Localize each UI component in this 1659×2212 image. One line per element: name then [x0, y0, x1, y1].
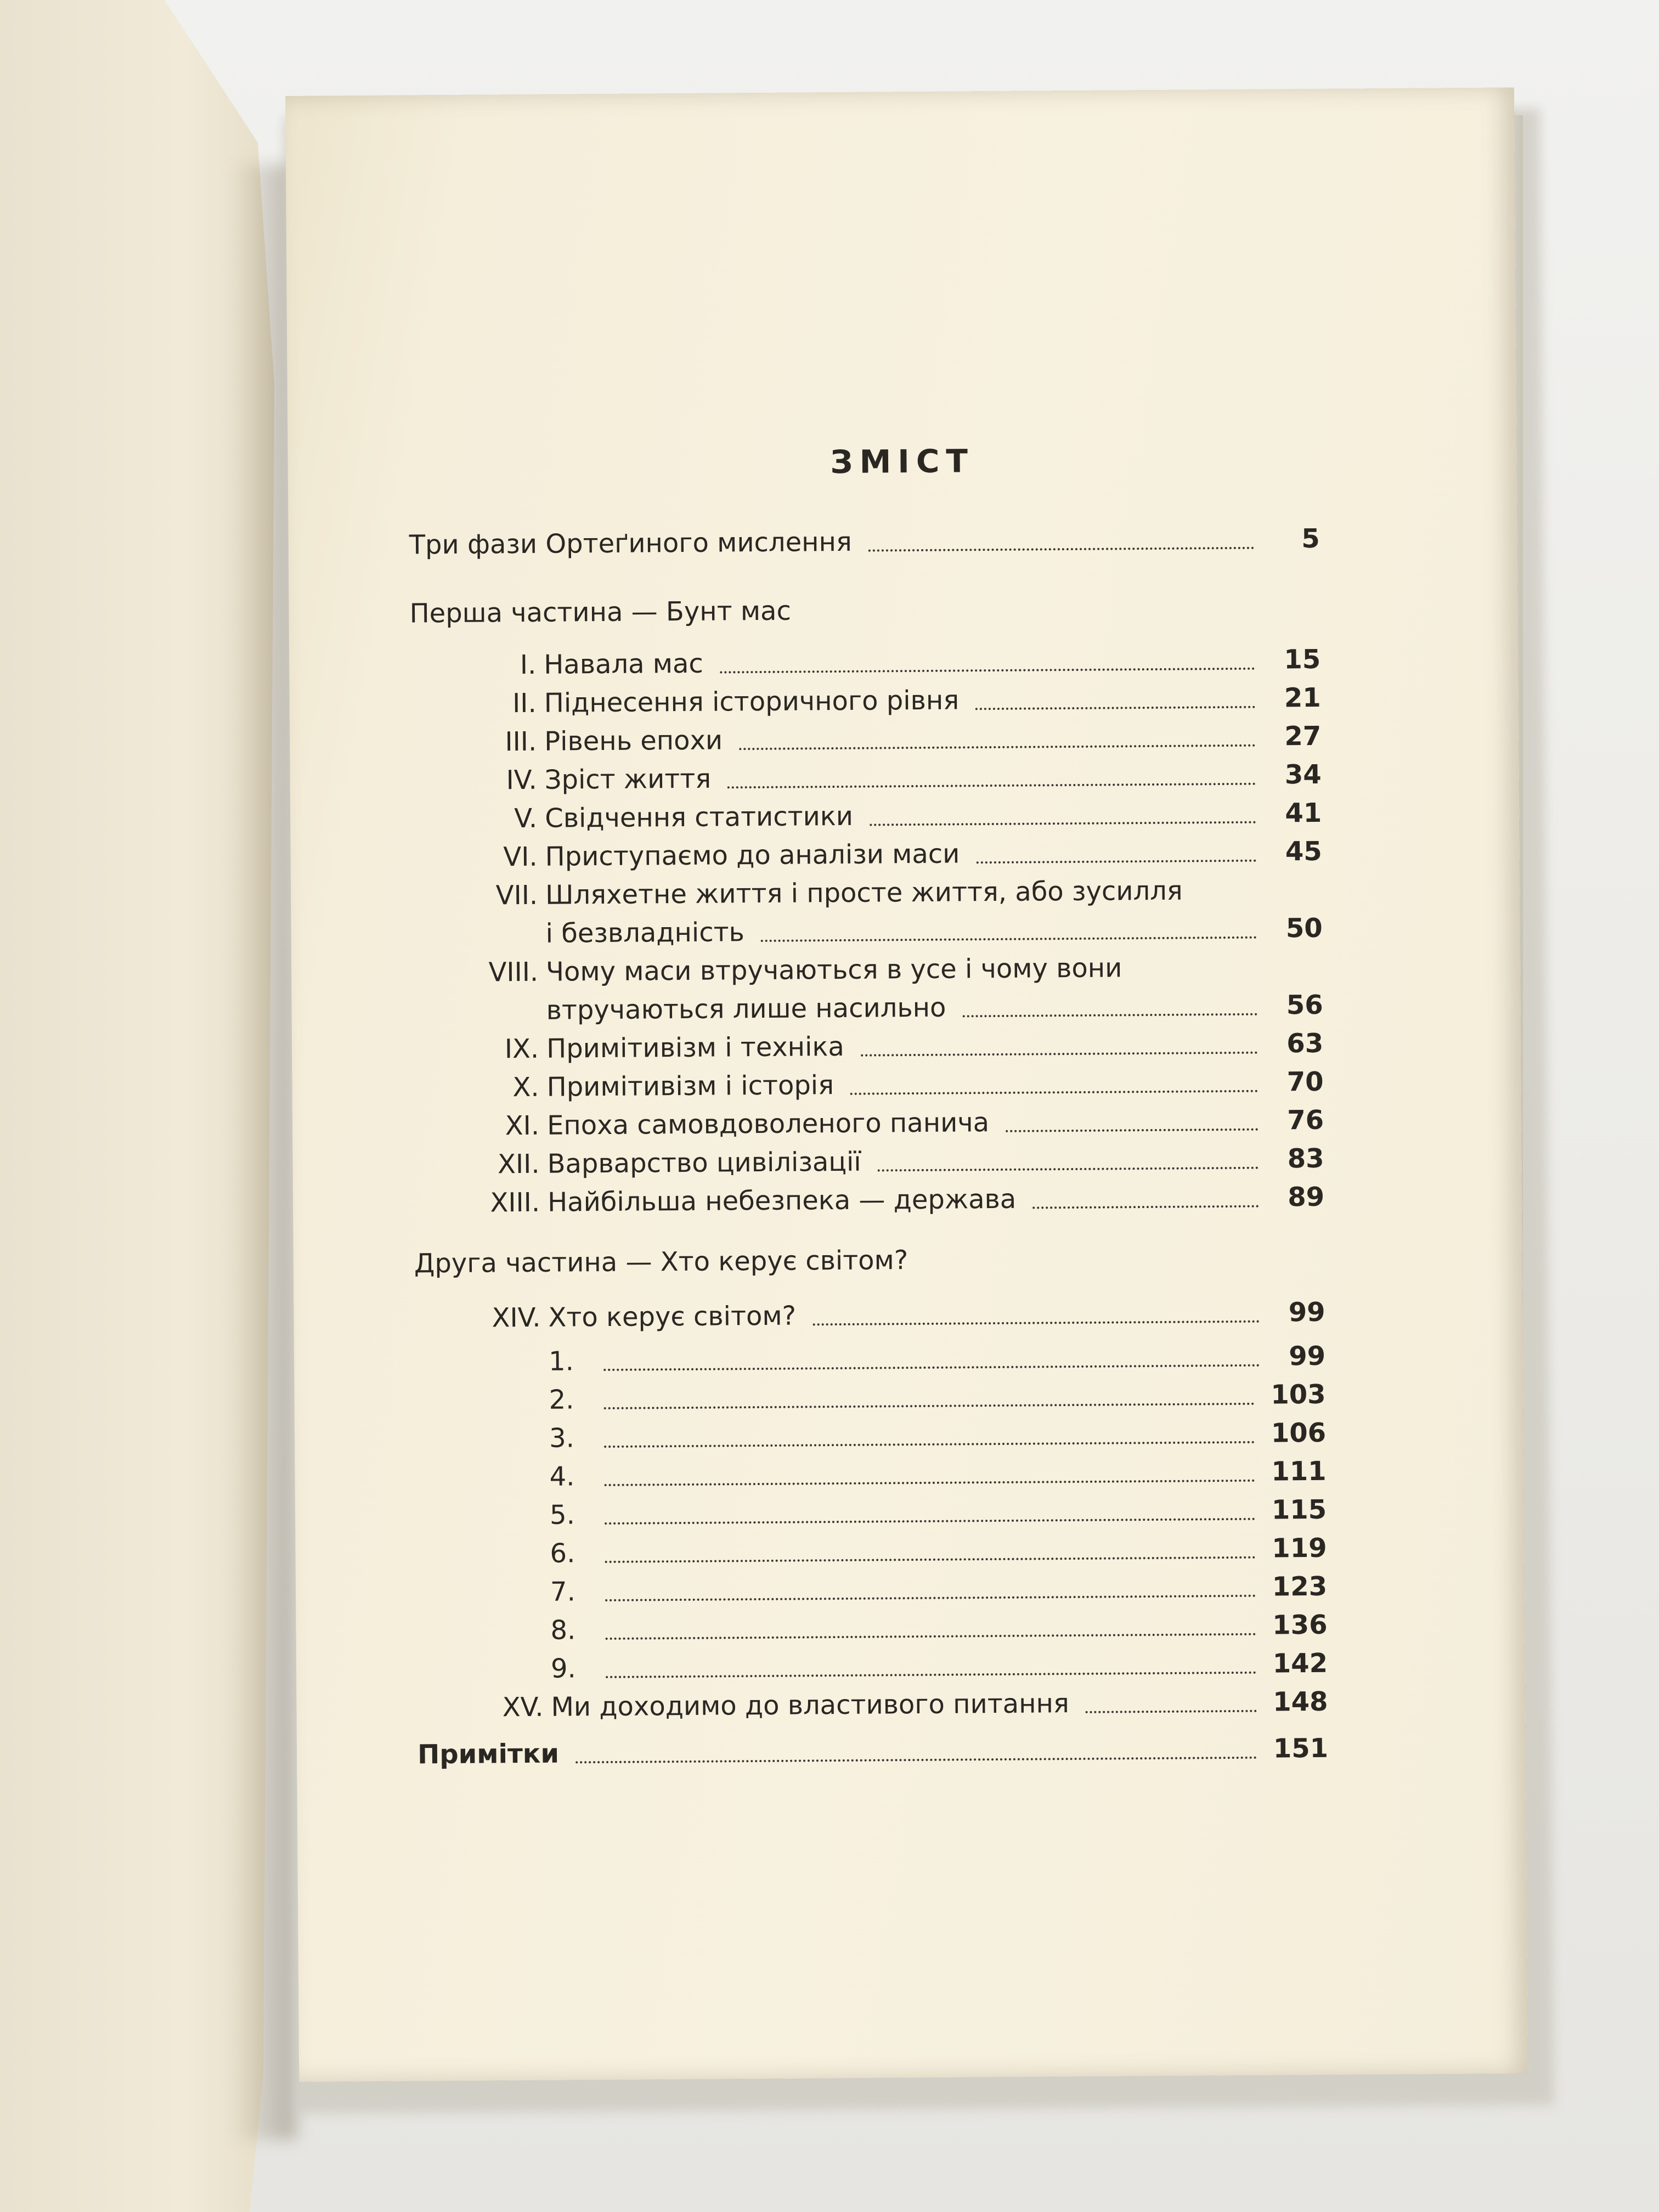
- toc-section-number: 2.: [549, 1384, 574, 1415]
- toc-entry-ch13: [414, 1181, 1324, 1220]
- toc-entry-label-continued: і безвладність: [545, 917, 745, 949]
- toc-leader-dots: [975, 706, 1255, 710]
- toc-chapter-number: II.: [512, 687, 537, 719]
- toc-entry-ch14: [414, 1296, 1325, 1335]
- toc-entry-label: Примітки: [417, 1738, 560, 1770]
- toc-entry-label: Примітивізм і техніка: [546, 1031, 845, 1064]
- toc-section-9: [551, 1647, 1328, 1685]
- toc-chapter-number: VII.: [495, 879, 538, 911]
- toc-leader-dots: [1006, 1128, 1258, 1132]
- toc-entry-page: 142: [1272, 1647, 1328, 1679]
- toc-entry-label: Шляхетне життя і просте життя, або зусилля: [545, 875, 1183, 911]
- toc-chapter-number: VIII.: [488, 956, 539, 988]
- toc-entry-page: 151: [1273, 1733, 1329, 1764]
- toc-entry-label: Примітивізм і історія: [546, 1070, 834, 1103]
- toc-entry-label: Приступаємо до аналізи маси: [545, 838, 960, 872]
- toc-leader-dots: [603, 1364, 1260, 1371]
- toc-entry-page: 119: [1272, 1532, 1327, 1564]
- toc-entry-ch7-line2: [545, 912, 1322, 950]
- toc-entry-page: 50: [1285, 912, 1323, 944]
- toc-entry-notes: [417, 1732, 1328, 1771]
- toc-entry-page: 123: [1272, 1571, 1328, 1602]
- toc-section-7: [550, 1570, 1327, 1609]
- toc-entry-page: 103: [1271, 1379, 1326, 1410]
- toc-leader-dots: [1086, 1709, 1257, 1713]
- toc-chapter-number: XIV.: [492, 1302, 541, 1334]
- toc-entry-label: Найбільша небезпека — держава: [547, 1183, 1017, 1218]
- toc-entry-ch7-line1: [411, 873, 1322, 913]
- toc-chapter-number: IX.: [504, 1033, 539, 1065]
- toc-entry-ch15: [417, 1685, 1328, 1725]
- toc-chapter-number: IV.: [506, 764, 537, 796]
- toc-entry-ch5: [411, 797, 1322, 836]
- toc-entry-label: Хто керує світом?: [548, 1300, 797, 1333]
- toc-leader-dots: [739, 744, 1255, 751]
- toc-leader-dots: [605, 1594, 1256, 1601]
- toc-leader-dots: [812, 1320, 1260, 1326]
- toc-leader-dots: [605, 1517, 1255, 1525]
- toc-section-number: 6.: [550, 1538, 575, 1569]
- toc-section-4: [549, 1455, 1326, 1493]
- toc-leader-dots: [878, 1166, 1259, 1172]
- toc-leader-dots: [606, 1671, 1256, 1678]
- toc-section-8: [550, 1609, 1327, 1647]
- toc-section-number: 8.: [550, 1615, 576, 1646]
- toc-leader-dots: [962, 1013, 1257, 1018]
- toc-leader-dots: [605, 1479, 1255, 1486]
- toc-leader-dots: [761, 936, 1257, 942]
- toc-entry-page: 21: [1284, 682, 1321, 714]
- toc-leader-dots: [604, 1402, 1255, 1409]
- toc-chapter-number: VI.: [503, 841, 538, 873]
- toc-entry-label: Зріст життя: [544, 763, 712, 795]
- toc-entry-ch3: [410, 720, 1321, 759]
- toc-entry-intro: [409, 522, 1320, 562]
- toc-leader-dots: [861, 1051, 1257, 1057]
- toc-leader-dots: [850, 1090, 1258, 1095]
- toc-entry-ch8-line2: [546, 989, 1323, 1027]
- toc-entry-page: 148: [1273, 1686, 1328, 1718]
- toc-section-3: [549, 1417, 1326, 1455]
- toc-leader-dots: [604, 1441, 1255, 1448]
- toc-entry-ch4: [411, 758, 1322, 798]
- toc-entry-page: 76: [1287, 1104, 1324, 1136]
- toc-leader-dots: [976, 859, 1256, 864]
- toc-chapter-number: III.: [505, 726, 537, 758]
- toc-entry-page: 70: [1286, 1066, 1324, 1098]
- toc-chapter-number: XIII.: [490, 1187, 540, 1218]
- toc-chapter-number: I.: [520, 649, 537, 681]
- toc-entry-page: 115: [1271, 1494, 1327, 1526]
- toc-leader-dots: [868, 546, 1254, 552]
- book-page: [285, 87, 1528, 2082]
- toc-section-number: 9.: [550, 1653, 577, 1684]
- toc-section-2: [549, 1378, 1325, 1417]
- part2-heading: Друга частина — Хто керує світом?: [414, 1245, 909, 1279]
- toc-chapter-number: XII.: [497, 1148, 540, 1180]
- toc-chapter-number: V.: [514, 803, 538, 834]
- toc-entry-label: Три фази Ортеґиного мислення: [409, 526, 852, 561]
- toc-leader-dots: [1032, 1205, 1259, 1209]
- toc-entry-label: Навала мас: [544, 648, 704, 680]
- toc-leader-dots: [606, 1633, 1256, 1640]
- toc-chapter-number: X.: [512, 1071, 539, 1103]
- toc-section-number: 4.: [549, 1461, 575, 1492]
- toc-entry-page: 111: [1271, 1455, 1327, 1487]
- toc-leader-dots: [605, 1556, 1256, 1563]
- toc-chapter-number: XV.: [502, 1691, 544, 1723]
- toc-entry-label-continued: втручаються лише насильно: [546, 992, 946, 1026]
- toc-entry-page: 99: [1288, 1296, 1325, 1328]
- toc-entry-ch10: [413, 1065, 1323, 1105]
- toc-section-6: [550, 1532, 1327, 1570]
- toc-entry-page: 56: [1286, 989, 1323, 1021]
- toc-section-number: 1.: [548, 1346, 574, 1377]
- toc-entry-page: 136: [1272, 1609, 1328, 1641]
- toc-entry-label: Чому маси втручаються в усе і чому вони: [545, 952, 1122, 988]
- toc-entry-ch1: [410, 643, 1321, 682]
- toc-section-number: 3.: [549, 1423, 575, 1454]
- toc-chapter-number: XI.: [505, 1110, 540, 1142]
- toc-leader-dots: [720, 667, 1255, 674]
- toc-entry-label: Ми доходимо до властивого питання: [551, 1688, 1069, 1723]
- toc-entry-label: Варварство цивілізації: [547, 1146, 861, 1180]
- toc-leader-dots: [727, 782, 1256, 789]
- toc-entry-page: 27: [1284, 720, 1322, 752]
- part1-heading: Перша частина — Бунт мас: [409, 595, 792, 629]
- toc-entry-page: 15: [1284, 644, 1321, 675]
- toc-section-number: 5.: [549, 1499, 575, 1531]
- toc-entry-ch8-line1: [412, 950, 1323, 990]
- toc-entry-label: Епоха самовдоволеного панича: [546, 1107, 990, 1141]
- toc-section-5: [550, 1493, 1327, 1532]
- toc-entry-label: Піднесення історичного рівня: [544, 685, 960, 719]
- toc-entry-label: Свідчення статистики: [545, 800, 854, 834]
- toc-entry-page: 106: [1271, 1417, 1327, 1449]
- toc-entry-page: 41: [1285, 797, 1322, 829]
- toc-entry-ch11: [413, 1104, 1324, 1143]
- toc-entry-ch9: [413, 1027, 1323, 1066]
- toc-entry-page: 89: [1288, 1181, 1325, 1213]
- toc-section-number: 7.: [550, 1576, 576, 1607]
- toc-entry-page: 83: [1287, 1143, 1324, 1175]
- toc-entry-page: 63: [1286, 1028, 1324, 1059]
- page-title: ЗМІСТ: [830, 442, 975, 481]
- toc-entry-page: 5: [1301, 523, 1320, 555]
- toc-leader-dots: [575, 1756, 1257, 1764]
- toc-entry-page: 99: [1289, 1340, 1326, 1372]
- toc-section-1: [549, 1340, 1325, 1378]
- toc-entry-ch2: [410, 681, 1321, 721]
- toc-entry-page: 45: [1285, 836, 1322, 867]
- toc-entry-ch12: [413, 1142, 1324, 1182]
- toc-entry-page: 34: [1284, 759, 1322, 791]
- toc-leader-dots: [870, 821, 1256, 826]
- toc-entry-label: Рівень епохи: [544, 725, 723, 757]
- toc-entry-ch6: [411, 835, 1322, 874]
